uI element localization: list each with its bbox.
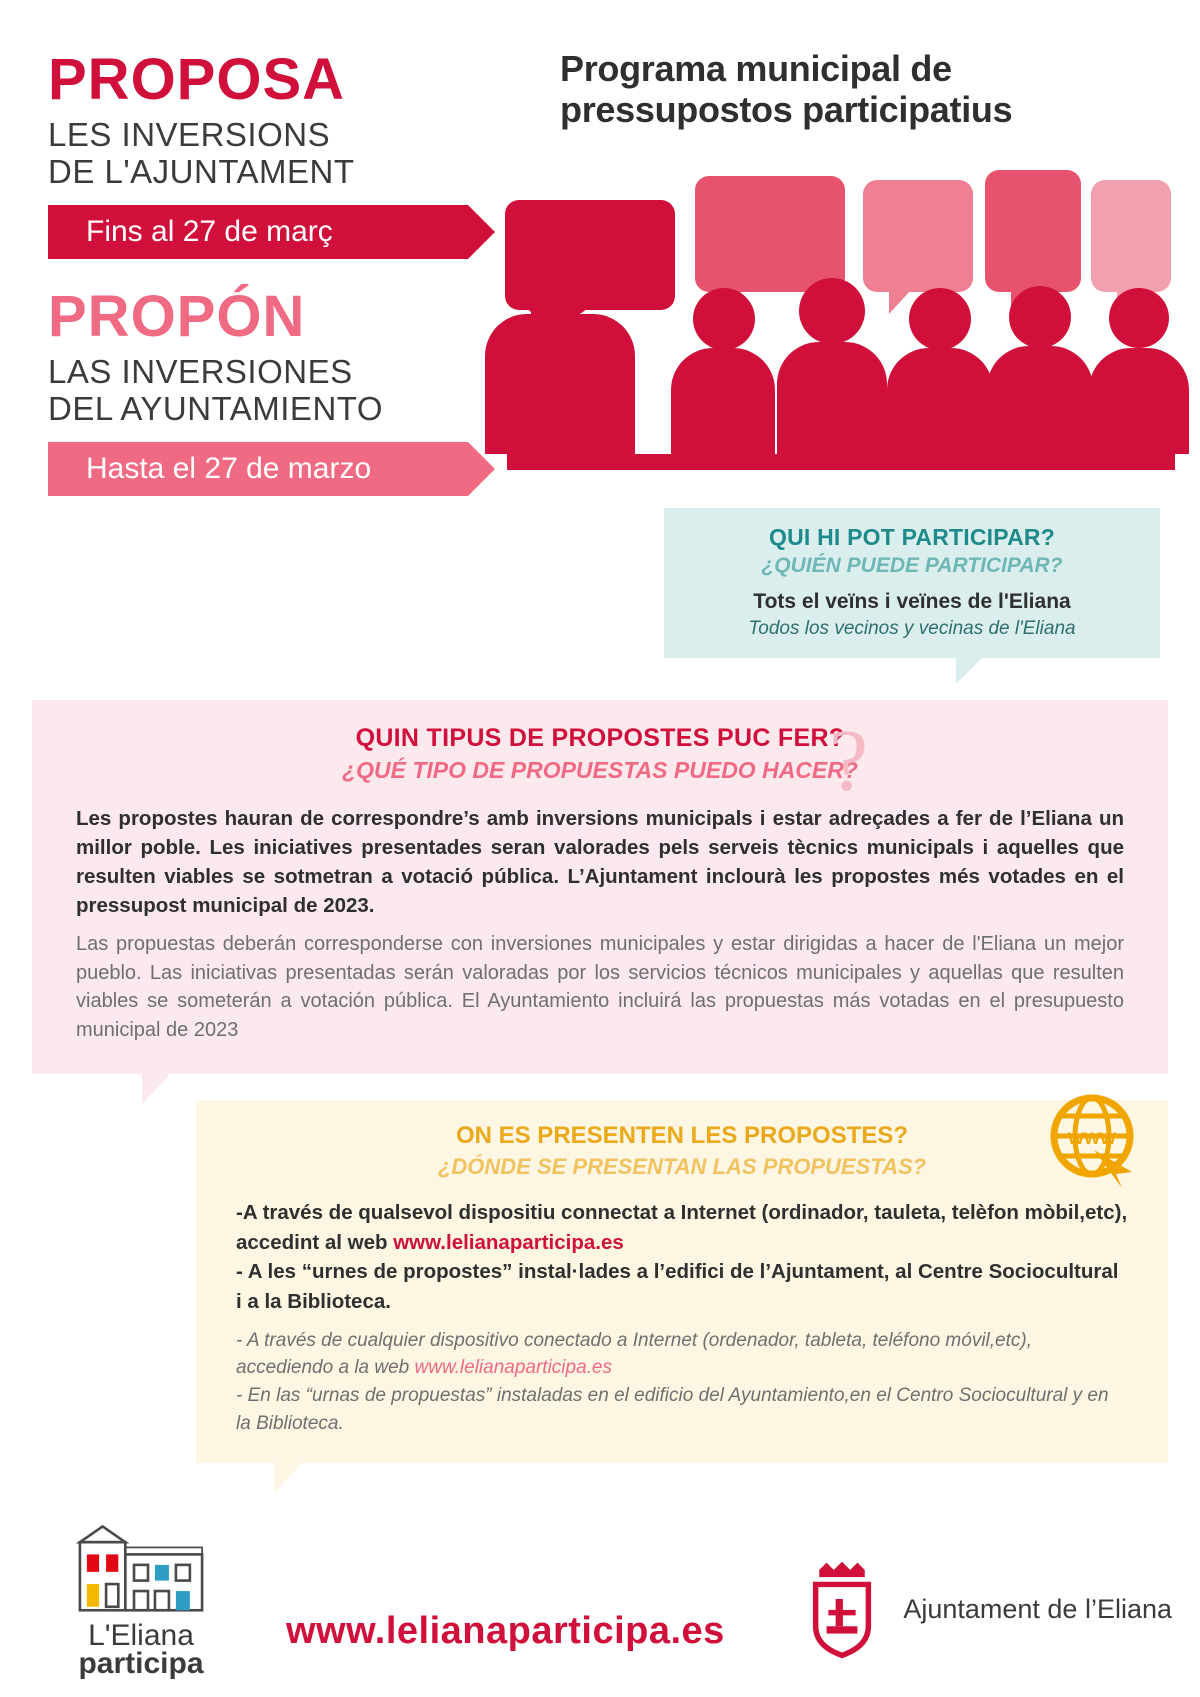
header-left-block <box>48 47 518 496</box>
footer-website-url[interactable]: www.lelianaparticipa.es <box>286 1610 725 1652</box>
poster-footer <box>0 1497 1200 1697</box>
where-body-ca <box>236 1198 1128 1317</box>
types-heading-ca: QUIN TIPUS DE PROPOSTES PUC FER? <box>355 724 845 752</box>
where-es-item1-text: - A través de cualquier dispositivo conectado a Internet (ordenador, tableta, teléfono móvil,etc), accediendo a la web <box>236 1329 1032 1379</box>
program-title-block <box>560 48 1160 131</box>
people-speech-bubbles-illustration <box>485 140 1175 470</box>
subtitle-ca <box>48 117 518 191</box>
where-heading-ca: ON ES PRESENTEN LES PROPOSTES? <box>455 1122 909 1149</box>
eliana-participa-logo <box>36 1516 246 1681</box>
page-title-ca: PROPOSA <box>48 47 346 112</box>
speech-bubble-5 <box>1091 180 1171 292</box>
logo-text-line2: participa <box>78 1647 204 1680</box>
where-to-submit-box <box>196 1100 1168 1463</box>
subtitle-ca-line2: DE L'AJUNTAMENT <box>48 152 355 190</box>
council-logo-block <box>801 1559 1172 1659</box>
deadline-banner-es: Hasta el 27 de marzo <box>48 442 468 496</box>
building-logo-icon <box>53 1516 229 1612</box>
where-heading-es: ¿DÓNDE SE PRESENTAN LAS PROPUESTAS? <box>437 1154 927 1179</box>
types-body-es: Las propuestas deberán corresponderse con inversiones municipales y estar dirigidas a hacer de l'Eliana un mejor pueblo. Las iniciativas presentadas serán valoradas por los servicios técnicos municipales y aquellas que resulten viables se someterán a votación pública. El Ayuntamiento incluirá las propuestas más votadas en el presupuesto municipal de 2023 <box>76 933 1124 1041</box>
council-name: Ajuntament de l’Eliana <box>903 1593 1172 1624</box>
coat-of-arms-icon <box>801 1559 883 1659</box>
svg-text:WWW: WWW <box>1067 1129 1117 1148</box>
speech-bubble-3 <box>863 180 973 292</box>
program-title-line2: pressupostos participatius <box>560 89 1013 131</box>
who-answer-ca: Tots el veïns i veïnes de l'Eliana <box>753 590 1071 613</box>
who-answer-es: Todos los vecinos y vecinas de l'Eliana <box>748 618 1076 639</box>
subtitle-es-line1: LAS INVERSIONES <box>48 352 353 390</box>
speech-bubble-2 <box>695 176 845 292</box>
deadline-banner-ca: Fins al 27 de març <box>48 205 468 259</box>
types-heading-es: ¿QUÉ TIPO DE PROPUESTAS PUEDO HACER? <box>342 757 858 783</box>
question-mark-icon: ? <box>828 713 868 810</box>
who-heading-ca: QUI HI POT PARTICIPAR? <box>769 524 1055 550</box>
globe-www-icon <box>1042 1092 1146 1196</box>
where-ca-item1-link[interactable]: www.lelianaparticipa.es <box>393 1230 624 1254</box>
where-es-item1-link[interactable]: www.lelianaparticipa.es <box>414 1357 613 1379</box>
who-heading-es: ¿QUIÉN PUEDE PARTICIPAR? <box>761 554 1063 577</box>
program-title-line1: Programa municipal de <box>560 48 952 89</box>
where-body-es <box>236 1327 1128 1437</box>
where-es-item2: - En las “urnas de propuestas” instaladas en el edificio del Ayuntamiento,en el Centro Sociocultural y en la Biblioteca. <box>236 1384 1109 1434</box>
illustration-base-bar <box>507 454 1175 470</box>
poster-header <box>0 0 1200 560</box>
where-ca-item2: - A les “urnes de propostes” instal·lades a l’edifici de l’Ajuntament, al Centre Sociocultural i a la Biblioteca. <box>236 1260 1119 1314</box>
proposal-types-box <box>32 700 1168 1074</box>
where-ca-item1-text: -A través de qualsevol dispositiu connectat a Internet (ordinador, tauleta, telèfon mòbil,etc), accedint al web <box>236 1201 1128 1254</box>
subtitle-es-line2: DEL AYUNTAMIENTO <box>48 389 384 427</box>
subtitle-es <box>48 354 518 428</box>
speech-bubble-4 <box>985 170 1081 292</box>
types-body-ca: Les propostes hauran de correspondre’s amb inversions municipals i estar adreçades a fer de l’Eliana un millor poble. Les iniciatives presentades seran valorades pels serveis tècnics municipals i aquelles que resulten viables se sotmetran a votació pública. L’Ajuntament inclourà les propostes més votades en el pressupost municipal de 2023. <box>76 807 1124 918</box>
page-title-es: PROPÓN <box>48 283 306 349</box>
subtitle-ca-line1: LES INVERSIONS <box>48 115 331 153</box>
logo-text-line1: L'Eliana <box>88 1619 194 1652</box>
who-can-participate-box <box>664 508 1160 658</box>
